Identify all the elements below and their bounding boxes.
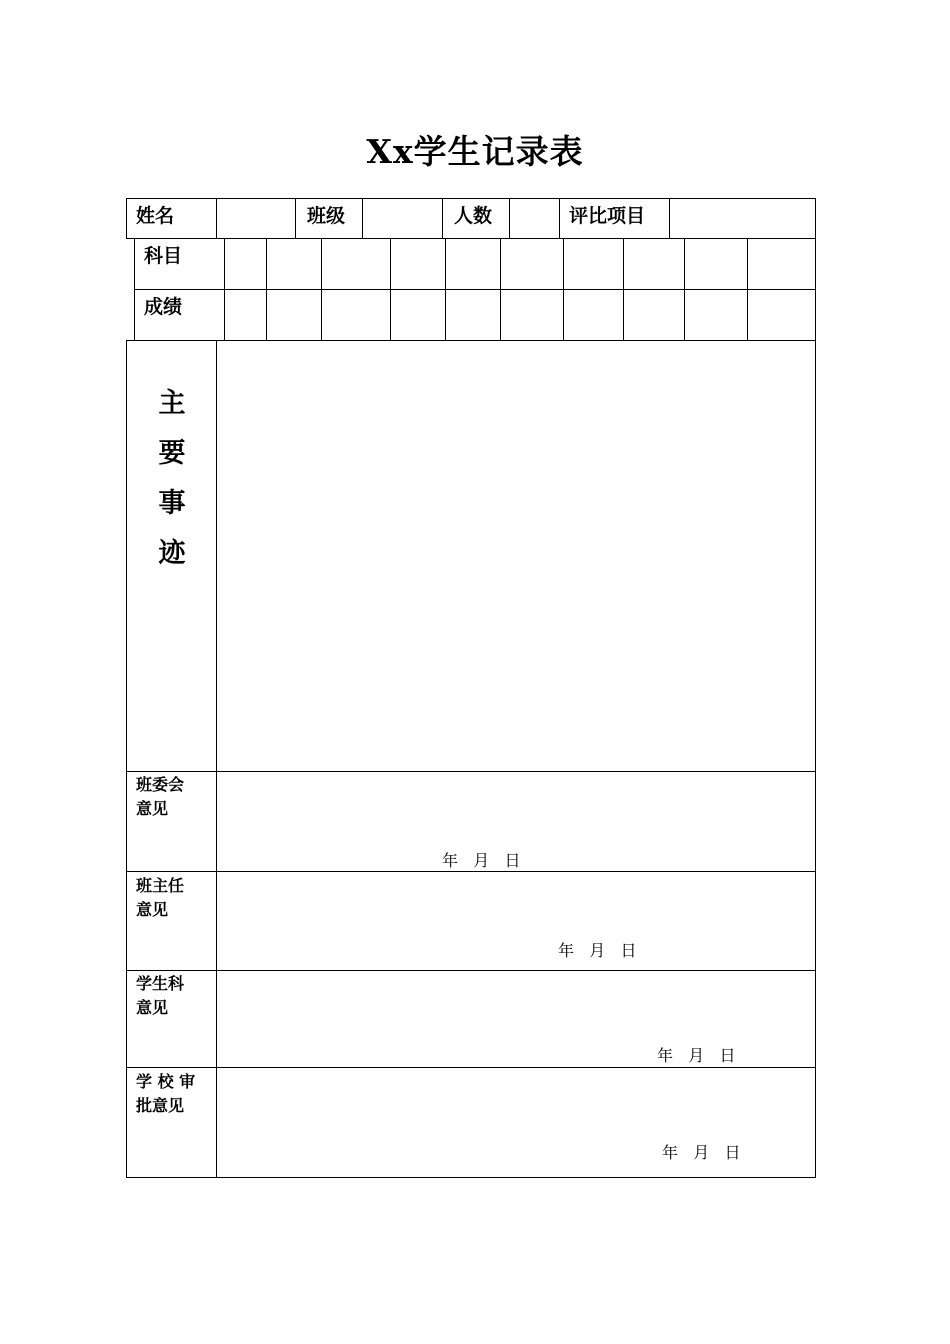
opinion-label-line: 班委会: [136, 775, 185, 794]
student-affairs-label: [136, 972, 184, 1020]
border-line: [442, 198, 443, 239]
border-line: [321, 238, 322, 341]
deeds-label-char: 迹: [158, 538, 186, 569]
opinion-label-line: 班主任: [136, 876, 185, 895]
opinion-label-line: 意见: [136, 998, 169, 1017]
head-teacher-label: [136, 874, 184, 922]
border-line: [126, 198, 127, 239]
date-line: 年 月 日: [662, 1143, 741, 1162]
date-line: 年 月 日: [442, 851, 521, 870]
border-line: [390, 238, 391, 341]
opinion-label-line: 学生科: [136, 974, 185, 993]
class-committee-label: [136, 773, 184, 821]
border-line: [623, 238, 624, 341]
border-line: [559, 198, 560, 239]
border-line: [126, 238, 816, 239]
border-line: [126, 1177, 816, 1178]
border-line: [684, 238, 685, 341]
opinion-label-line: 意见: [136, 900, 169, 919]
count-field[interactable]: [510, 199, 559, 238]
name-field[interactable]: [217, 199, 295, 238]
count-label: 人数: [454, 205, 493, 227]
border-line: [266, 238, 267, 341]
deeds-field[interactable]: [217, 341, 815, 771]
date-line: 年 月 日: [558, 941, 637, 960]
school-approval-label: [136, 1070, 195, 1118]
border-line: [500, 238, 501, 341]
border-line: [445, 238, 446, 341]
date-line: 年 月 日: [657, 1046, 736, 1065]
item-label: 评比项目: [569, 205, 646, 227]
border-line: [224, 238, 225, 341]
class-label: 班级: [307, 205, 346, 227]
border-line: [134, 289, 816, 290]
opinion-label-line: 意见: [136, 799, 169, 818]
score-label: 成绩: [144, 296, 183, 318]
border-line: [747, 238, 748, 341]
subject-label: 科目: [144, 245, 183, 267]
border-line: [295, 198, 296, 239]
opinion-label-line: 学 校 审: [136, 1072, 196, 1091]
border-line: [126, 340, 127, 1178]
deeds-label-char: 要: [158, 438, 186, 469]
deeds-label-char: 主: [158, 388, 186, 419]
page-title: Xx学生记录表: [366, 132, 584, 171]
border-line: [134, 238, 135, 341]
name-label: 姓名: [136, 205, 175, 227]
border-line: [563, 238, 564, 341]
border-line: [815, 198, 816, 1178]
item-field[interactable]: [670, 199, 815, 238]
head-teacher-opinion-field[interactable]: [217, 872, 815, 970]
class-field[interactable]: [363, 199, 442, 238]
deeds-label-char: 事: [158, 488, 186, 519]
opinion-label-line: 批意见: [136, 1096, 185, 1115]
